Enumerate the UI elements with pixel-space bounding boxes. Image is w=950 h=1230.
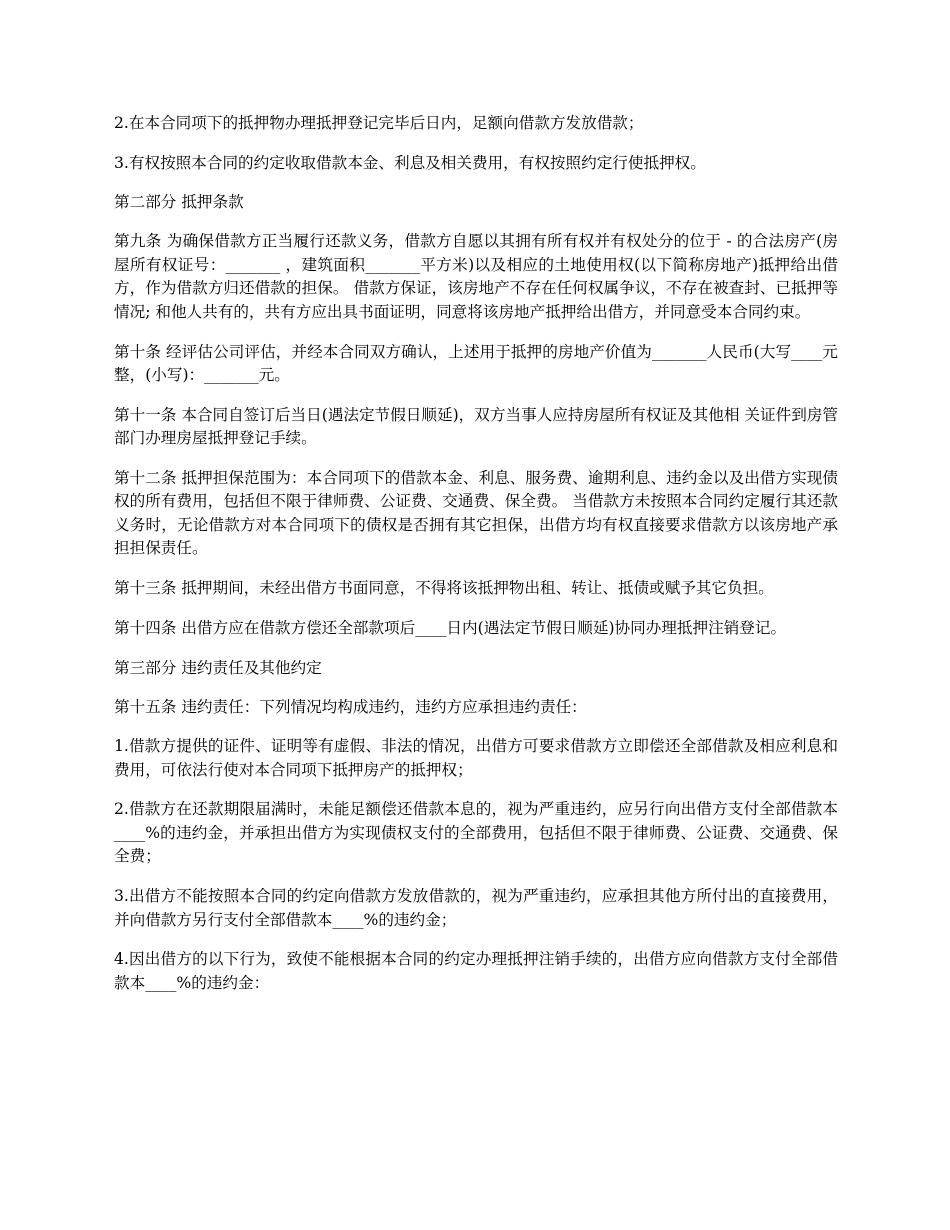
paragraph-article-15: 第十五条 违约责任：下列情况均构成违约，违约方应承担违约责任： — [114, 697, 587, 716]
paragraph-article-10: 第十条 经评估公司评估，并经本合同双方确认，上述用于抵押的房地产价值为_______人民币(大写____元整，(小写)：_______元。 — [114, 342, 838, 385]
paragraph-breach-3: 3.出借方不能按照本合同的约定向借款方发放借款的，视为严重违约，应承担其他方所付出的直接费用，并向借款方另行支付全部借款本____%的违约金； — [114, 887, 838, 929]
section-heading-part-3: 第三部分 违约责任及其他约定 — [114, 658, 322, 677]
paragraph-article-13: 第十三条 抵押期间，未经出借方书面同意，不得将该抵押物出租、转让、抵债或赋予其它负担。 — [114, 579, 774, 598]
document-body — [114, 112, 838, 1011]
paragraph-article-9: 第九条 为确保借款方正当履行还款义务，借款方自愿以其拥有所有权并有权处分的位于 - 的合法房产(房屋所有权证号：_______ ，建筑面积_______平方米)以及相应的土地使用权(以下简称房地产)抵押给出借方，作为借款方归还借款的担保。 借款方保证，该房地产不存在任何权属争议，不存在被查封、已抵押等情况; 和他人共有的，共有方应出具书面证明，同意将该房地产抵押给出借方，并同意受本合同约束。 — [114, 232, 838, 321]
paragraph-clause-2: 2.在本合同项下的抵押物办理抵押登记完毕后日内，足额向借款方发放借款； — [114, 114, 644, 132]
paragraph-breach-2: 2.借款方在还款期限届满时，未能足额偿还借款本息的，视为严重违约，应另行向出借方支付全部借款本____%的违约金，并承担出借方为实现债权支付的全部费用，包括但不限于律师费、公证费、交通费、保全费； — [114, 800, 838, 866]
paragraph-breach-1: 1.借款方提供的证件、证明等有虚假、非法的情况，出借方可要求借款方立即偿还全部借款及相应利息和费用，可依法行使对本合同项下抵押房产的抵押权； — [114, 737, 838, 779]
paragraph-article-11: 第十一条 本合同自签订后当日(遇法定节假日顺延)，双方当事人应持房屋所有权证及其他相 关证件到房管部门办理房屋抵押登记手续。 — [114, 405, 838, 448]
paragraph-article-14: 第十四条 出借方应在借款方偿还全部款项后____日内(遇法定节假日顺延)协同办理抵押注销登记。 — [114, 618, 787, 637]
paragraph-article-12: 第十二条 抵押担保范围为：本合同项下的借款本金、利息、服务费、逾期利息、违约金以及出借方实现债权的所有费用，包括但不限于律师费、公证费、交通费、保全费。 当借款方未按照本合同约定履行其还款义务时，无论借款方对本合同项下的债权是否拥有其它担保，出借方均有权直接要求借款方以该房地产承担担保责任。 — [114, 468, 838, 558]
paragraph-clause-3: 3.有权按照本合同的约定收取借款本金、利息及相关费用，有权按照约定行使抵押权。 — [114, 153, 706, 172]
paragraph-breach-4: 4.因出借方的以下行为，致使不能根据本合同的约定办理抵押注销手续的，出借方应向借款方支付全部借款本____%的违约金： — [114, 950, 838, 992]
section-heading-part-2: 第二部分 抵押条款 — [114, 193, 244, 212]
